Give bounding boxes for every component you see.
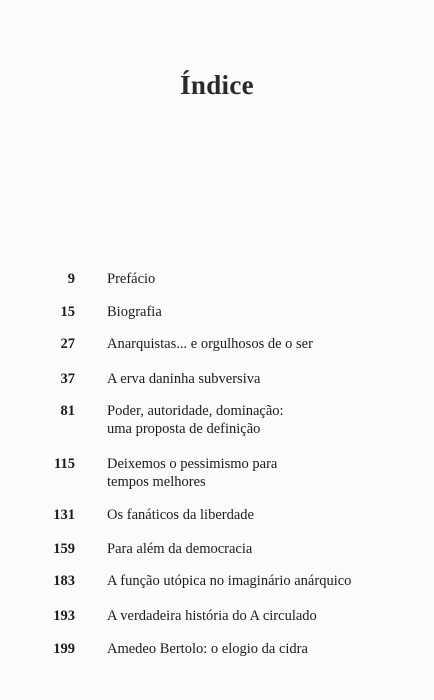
toc-title: A erva daninha subversiva — [107, 371, 261, 387]
toc-title: A verdadeira história do A circulado — [107, 608, 317, 624]
toc-title: Os fanáticos da liberdade — [107, 507, 254, 523]
toc-page-number: 27 — [60, 336, 75, 352]
toc-page-number: 159 — [53, 541, 75, 557]
toc-page-number: 183 — [53, 573, 75, 589]
toc-title: Para além da democracia — [107, 541, 253, 557]
toc-title: Prefácio — [107, 271, 156, 287]
toc-title: Deixemos o pessimismo para — [107, 456, 278, 472]
toc-page-number: 9 — [67, 271, 75, 287]
toc-page-number: 193 — [53, 608, 75, 624]
toc-page-number: 15 — [60, 304, 75, 320]
page-title: Índice — [180, 70, 254, 101]
toc-title-continuation: uma proposta de definição — [107, 421, 261, 437]
toc-page-number: 115 — [54, 456, 75, 472]
toc-page-number: 131 — [53, 507, 75, 523]
toc-title: Amedeo Bertolo: o elogio da cidra — [107, 641, 308, 657]
toc-page-number: 81 — [60, 403, 75, 419]
toc-title: Biografia — [107, 304, 162, 320]
toc-page-number: 199 — [53, 641, 75, 657]
toc-page-number: 37 — [60, 371, 75, 387]
toc-title: Anarquistas... e orgulhosos de o ser — [107, 336, 313, 352]
toc-title: Poder, autoridade, dominação: — [107, 403, 284, 419]
toc-title-continuation: tempos melhores — [107, 474, 206, 490]
toc-title: A função utópica no imaginário anárquico — [107, 573, 352, 589]
